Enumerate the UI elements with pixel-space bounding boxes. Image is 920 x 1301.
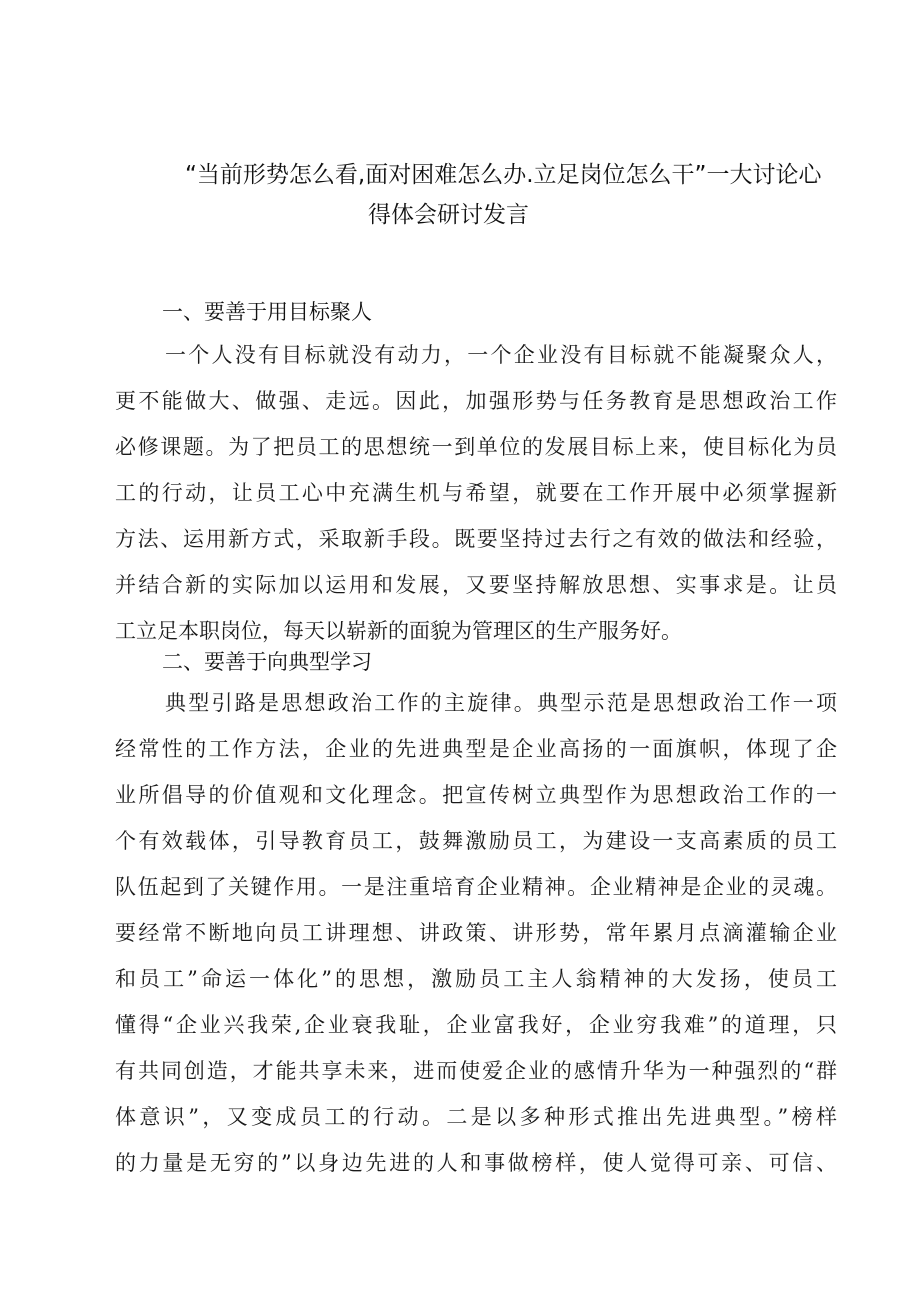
paragraph-line: 业所倡导的价值观和文化理念。把宣传树立典型作为思想政治工作的一 (115, 783, 837, 807)
document-title (140, 155, 860, 235)
paragraph-line: 队伍起到了关键作用。一是注重培育企业精神。企业精神是企业的灵魂。 (115, 875, 837, 899)
paragraph-line: 经常性的工作方法，企业的先进典型是企业高扬的一面旗帜，体现了企 (115, 737, 837, 761)
paragraph-line: 典型引路是思想政治工作的主旋律。典型示范是思想政治工作一项 (165, 691, 837, 715)
paragraph-line: 工立足本职岗位，每天以崭新的面貌为管理区的生产服务好。 (115, 619, 682, 643)
paragraph-line: 工的行动，让员工心中充满生机与希望，就要在工作开展中必须掌握新 (115, 481, 837, 505)
title-line-1: “当前形势怎么看,面对困难怎么办.立足岗位怎么干”一大讨论心 (185, 162, 822, 188)
paragraph-line: 更不能做大、做强、走远。因此，加强形势与任务教育是思想政治工作 (115, 389, 837, 413)
paragraph-line: 的力量是无穷的”以身边先进的人和事做榜样，使人觉得可亲、可信、 (115, 1151, 837, 1175)
section-body-1 (115, 332, 837, 654)
paragraph-line: 体意识”，又变成员工的行动。二是以多种形式推出先进典型。”榜样 (115, 1105, 837, 1129)
paragraph-line: 和员工”命运一体化”的思想，激励员工主人翁精神的大发扬，使员工 (115, 967, 837, 991)
paragraph-line: 个有效载体，引导教育员工，鼓舞激励员工，为建设一支高素质的员工 (115, 829, 837, 853)
paragraph-line: 有共同创造，才能共享未来，进而使爱企业的感情升华为一种强烈的“群 (115, 1059, 837, 1083)
section-body-2 (115, 680, 837, 1186)
paragraph-line: 一个人没有目标就没有动力，一个企业没有目标就不能凝聚众人， (165, 343, 837, 367)
paragraph-line: 懂得“企业兴我荣,企业衰我耻，企业富我好，企业穷我难”的道理，只 (115, 1013, 837, 1037)
paragraph-line: 并结合新的实际加以运用和发展，又要坚持解放思想、实事求是。让员 (115, 573, 837, 597)
section-heading-1: 一、要善于用目标聚人 (162, 300, 372, 324)
paragraph-line: 必修课题。为了把员工的思想统一到单位的发展目标上来，使目标化为员 (115, 435, 837, 459)
title-line-2: 得体会研讨发言 (368, 202, 529, 228)
paragraph-line: 要经常不断地向员工讲理想、讲政策、讲形势，常年累月点滴灌输企业 (115, 921, 837, 945)
section-heading-2: 二、要善于向典型学习 (162, 650, 372, 674)
paragraph-line: 方法、运用新方式，采取新手段。既要坚持过去行之有效的做法和经验， (115, 527, 837, 551)
